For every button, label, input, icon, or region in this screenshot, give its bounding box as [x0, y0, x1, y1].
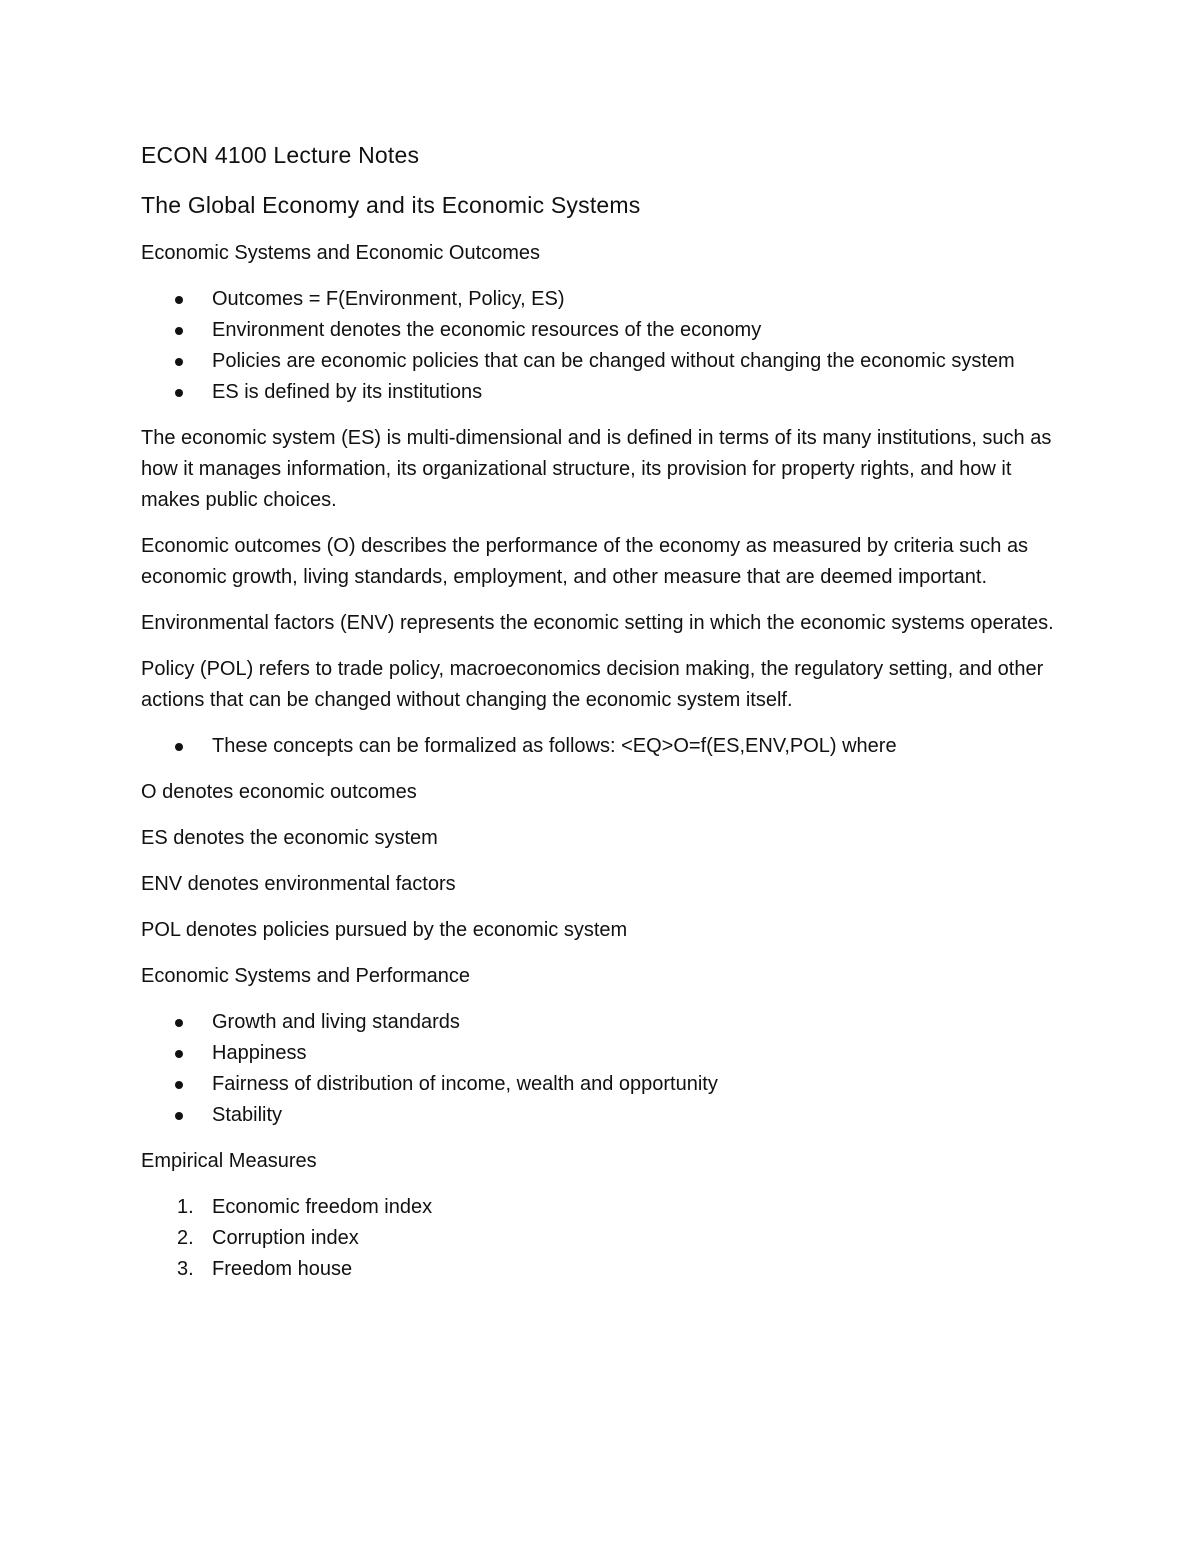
definition-environment: ENV denotes environmental factors — [141, 873, 456, 895]
list-item: Fairness of distribution of income, wealth and opportunity — [141, 1069, 1061, 1100]
list-item: Growth and living standards — [141, 1007, 1061, 1038]
definition-economic-system: ES denotes the economic system — [141, 827, 438, 849]
section-heading-performance: Economic Systems and Performance — [141, 965, 471, 987]
list-item: Outcomes = F(Environment, Policy, ES) — [141, 284, 1061, 315]
list-item — [141, 1192, 1061, 1223]
paragraph-environmental-factors: Environmental factors (ENV) represents the economic setting in which the economic systems operates. — [141, 612, 1054, 634]
list-item-text: Economic freedom index — [212, 1196, 433, 1218]
paragraph-policy: Policy (POL) refers to trade policy, macroeconomics decision making, the regulatory setting, and other actions that can be changed without changing the economic system itself. — [141, 658, 1044, 711]
document-subtitle: The Global Economy and its Economic Systems — [141, 192, 641, 218]
list-number: 1. — [177, 1196, 194, 1218]
definition-outcomes: O denotes economic outcomes — [141, 781, 417, 803]
list-number: 3. — [177, 1258, 194, 1280]
paragraph-economic-system: The economic system (ES) is multi-dimensional and is defined in terms of its many institutions, such as how it manages information, its organizational structure, its provision for property rights, and how it makes public choices. — [141, 427, 1052, 511]
list-item: Environment denotes the economic resources of the economy — [141, 315, 1061, 346]
list-item-text: Corruption index — [212, 1227, 359, 1249]
list-item — [141, 1254, 1061, 1285]
document-title: ECON 4100 Lecture Notes — [141, 142, 420, 168]
list-item: Stability — [141, 1100, 1061, 1131]
section-heading-outcomes: Economic Systems and Economic Outcomes — [141, 242, 541, 264]
paragraph-economic-outcomes: Economic outcomes (O) describes the performance of the economy as measured by criteria such as economic growth, living standards, employment, and other measure that are deemed important. — [141, 535, 1029, 588]
performance-bullet-list — [141, 1007, 1061, 1131]
list-item: ES is defined by its institutions — [141, 377, 1061, 408]
list-item-text: Freedom house — [212, 1258, 353, 1280]
definition-policies: POL denotes policies pursued by the economic system — [141, 919, 628, 941]
formula-item: These concepts can be formalized as follows: <EQ>O=f(ES,ENV,POL) where — [141, 731, 1061, 762]
outcomes-bullet-list — [141, 284, 1061, 408]
document-page — [141, 140, 1061, 1285]
list-number: 2. — [177, 1227, 194, 1249]
formula-bullet-list — [141, 731, 1061, 762]
list-item: Policies are economic policies that can be changed without changing the economic system — [141, 346, 1061, 377]
section-heading-empirical: Empirical Measures — [141, 1150, 317, 1172]
list-item: Happiness — [141, 1038, 1061, 1069]
list-item — [141, 1223, 1061, 1254]
empirical-numbered-list — [141, 1192, 1061, 1285]
